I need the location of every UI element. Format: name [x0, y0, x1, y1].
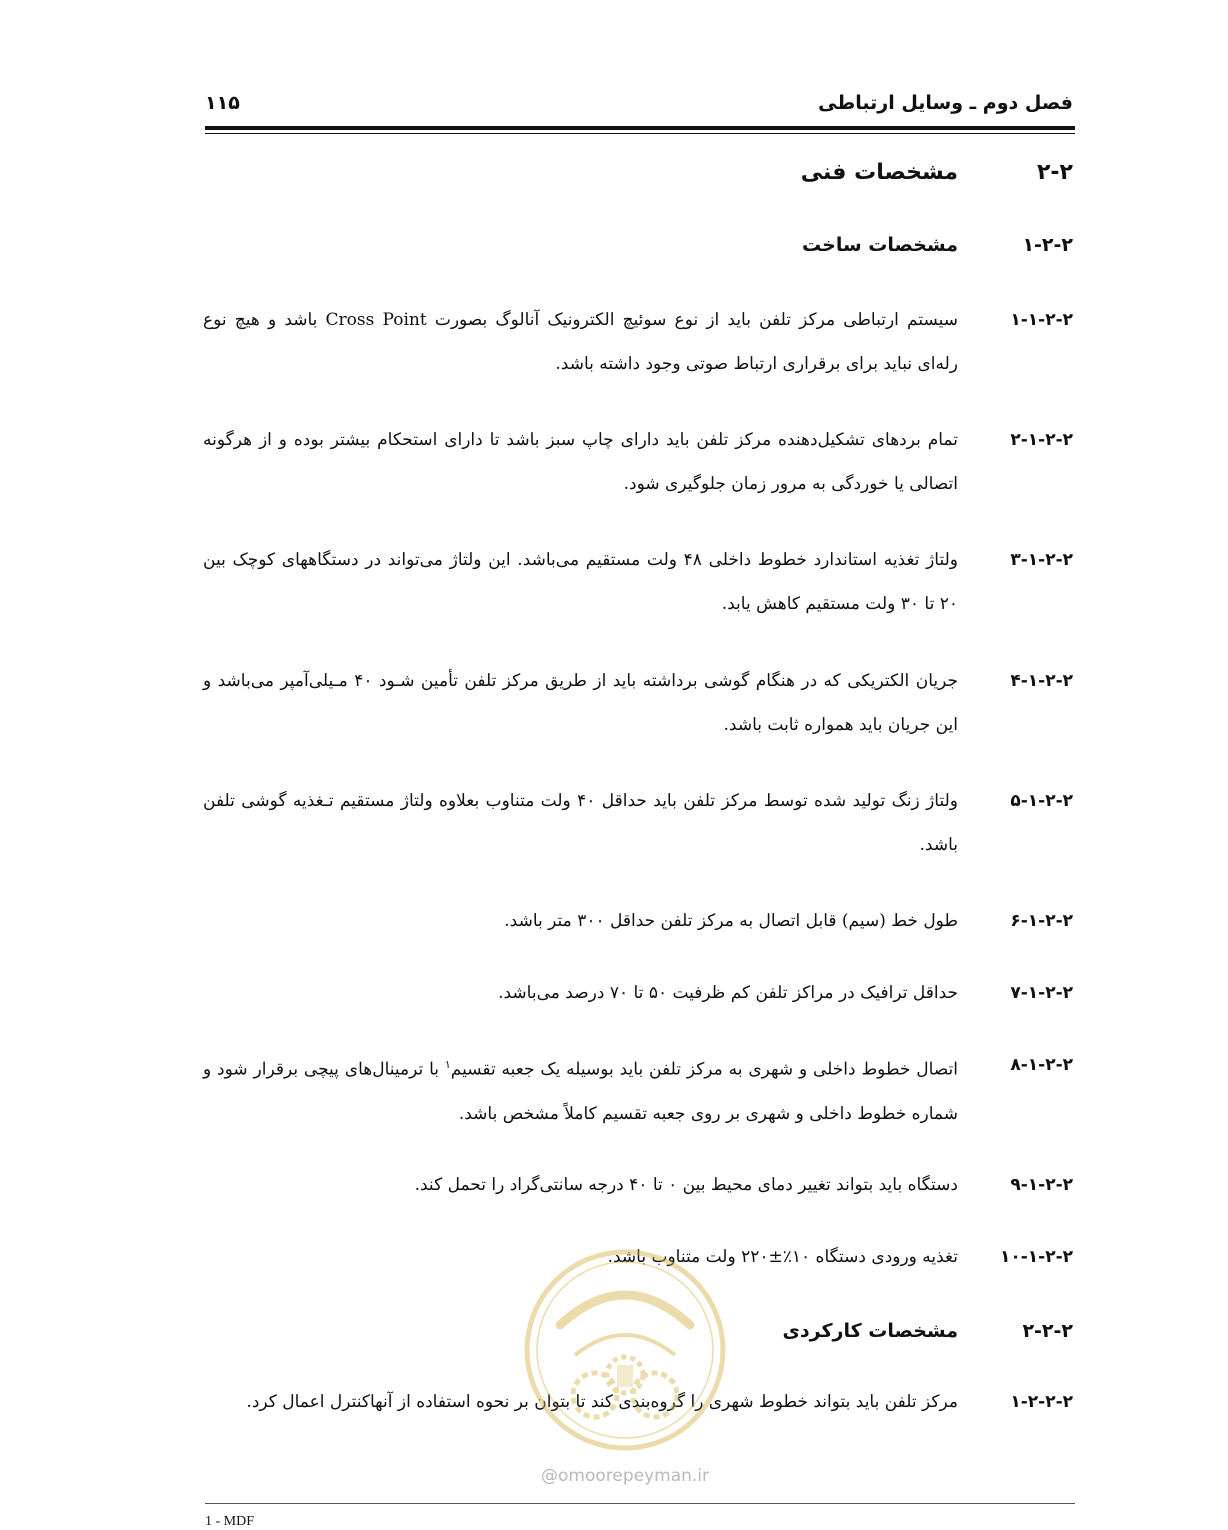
- paragraph-number: ۹-۱-۲-۲: [1010, 1175, 1073, 1195]
- paragraph-number: ۸-۱-۲-۲: [1010, 1055, 1073, 1075]
- section-heading: [203, 160, 1073, 185]
- paragraph: [203, 971, 1073, 1015]
- header-rule-thick: [205, 126, 1075, 130]
- paragraph-number: ۷-۱-۲-۲: [1010, 983, 1073, 1003]
- paragraph-text: سیستم ارتباطی مرکز تلفن باید از نوع سوئیچ الکترونیک آنالوگ بصورت Cross Point باشد و هیچ نوع رله‌ای نباید برای برقراری ارتباط صوتی وجود داشته باشد.: [203, 310, 958, 374]
- subsection-number: ۱-۲-۲: [1022, 234, 1073, 256]
- page-number: ۱۱۵: [205, 92, 240, 114]
- watermark-logo-icon: [520, 1245, 730, 1455]
- paragraph-number: ۲-۱-۲-۲: [1010, 430, 1073, 450]
- paragraph: [203, 418, 1073, 506]
- paragraph-text: ولتاژ زنگ تولید شده توسط مرکز تلفن باید حداقل ۴۰ ولت متناوب بعلاوه ولتاژ مستقیم تـغذیه گوشی تلفن باشد.: [203, 791, 958, 855]
- paragraph-text-part: اتصال خطوط داخلی و شهری به مرکز تلفن باید بوسیله یک جعبه تقسیم: [450, 1059, 958, 1080]
- paragraph: [203, 1043, 1073, 1136]
- section-number: ۲-۲: [1037, 160, 1073, 185]
- paragraph-number: ۱-۲-۲-۲: [1010, 1392, 1073, 1412]
- paragraph-text: دستگاه باید بتواند تغییر دمای محیط بین ۰ تا ۴۰ درجه سانتی‌گراد را تحمل کند.: [414, 1175, 958, 1195]
- paragraph-text: جریان الکتریکی که در هنگام گوشی برداشته باید از طریق مرکز تلفن تأمین شـود ۴۰ مـیلی‌آمپر می‌باشد و این جریان باید همواره ثابت باشد.: [203, 671, 958, 735]
- paragraph-text: طول خط (سیم) قابل اتصال به مرکز تلفن حداقل ۳۰۰ متر باشد.: [504, 911, 958, 931]
- paragraph: [203, 298, 1073, 386]
- header-rule-thin: [205, 133, 1075, 134]
- paragraph-number: ۱۰-۱-۲-۲: [999, 1247, 1073, 1267]
- paragraph-number: ۵-۱-۲-۲: [1010, 791, 1073, 811]
- paragraph-text: ولتاژ تغذیه استاندارد خطوط داخلی ۴۸ ولت مستقیم می‌باشد. این ولتاژ می‌تواند در دستگاههای کوچک بین ۲۰ تا ۳۰ ولت مستقیم کاهش یابد.: [203, 550, 959, 614]
- paragraph-text: تمام بردهای تشکیل‌دهنده مرکز تلفن باید دارای چاپ سبز باشد تا دارای استحکام بیشتر بوده و از هرگونه اتصالی یا خوردگی به مرور زمان جلوگیری شود.: [203, 430, 958, 494]
- paragraph-text: [203, 1043, 958, 1136]
- paragraph: [203, 538, 1073, 626]
- section-title: مشخصات فنی: [800, 160, 958, 185]
- paragraph-text-part: با ترمینال‌های پیچی برقرار شود و شماره خطوط داخلی و شهری بر روی جعبه تقسیم کاملاً مشخص باشد.: [203, 1059, 958, 1124]
- paragraph: [203, 779, 1073, 867]
- paragraph-number: ۶-۱-۲-۲: [1010, 911, 1073, 931]
- paragraph-text: حداقل ترافیک در مراکز تلفن کم ظرفیت ۵۰ تا ۷۰ درصد می‌باشد.: [498, 983, 958, 1003]
- paragraph: [203, 899, 1073, 943]
- paragraph-number: ۴-۱-۲-۲: [1010, 671, 1073, 691]
- subsection-title: مشخصات ساخت: [802, 234, 958, 256]
- subsection-title: مشخصات کارکردی: [782, 1320, 958, 1342]
- footnote-rule: [205, 1503, 1075, 1504]
- running-header-chapter: فصل دوم ـ وسایل ارتباطی: [818, 92, 1073, 114]
- subsection-number: ۲-۲-۲: [1022, 1320, 1073, 1342]
- footnote: 1 - MDF: [205, 1514, 255, 1529]
- subsection-heading: [203, 234, 1073, 256]
- paragraph-text: تغذیه ورودی دستگاه ۱۰٪±۲۲۰ ولت متناوب باشد.: [607, 1247, 958, 1267]
- paragraph-text: مرکز تلفن باید بتواند خطوط شهری را گروه‌بندی کند تا بتوان بر نحوه استفاده از آنهاکنترل اعمال کرد.: [246, 1392, 958, 1412]
- footnote-marker: ۱: [444, 1058, 451, 1071]
- paragraph: [203, 659, 1073, 747]
- watermark-text: @omoorepeyman.ir: [540, 1466, 710, 1486]
- paragraph: [203, 1163, 1073, 1207]
- paragraph-number: ۳-۱-۲-۲: [1010, 550, 1073, 570]
- paragraph-number: ۱-۱-۲-۲: [1010, 310, 1073, 330]
